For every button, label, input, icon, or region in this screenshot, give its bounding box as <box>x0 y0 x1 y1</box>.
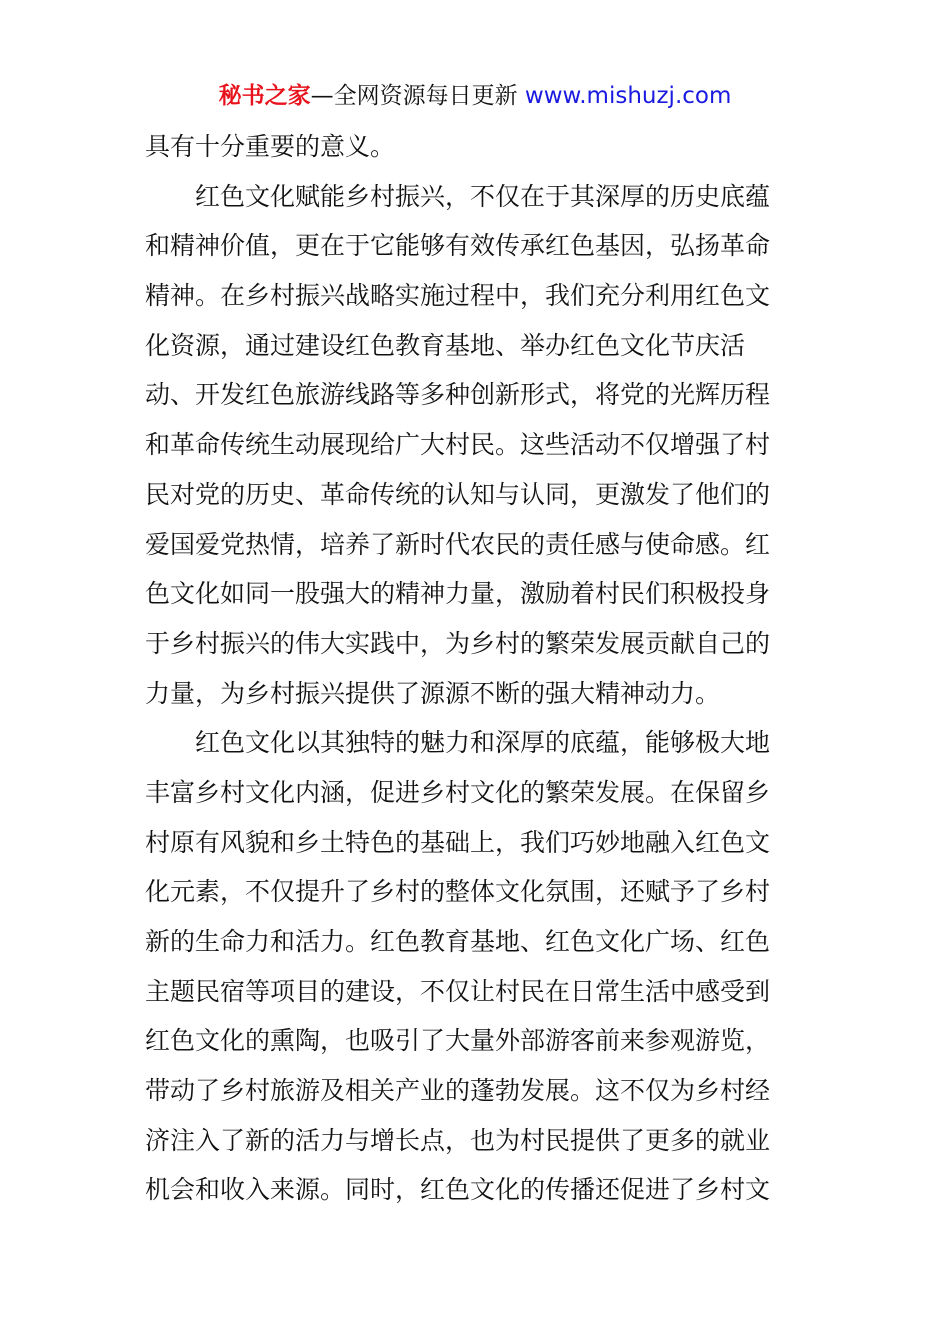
text-line: 和精神价值，更在于它能够有效传承红色基因，弘扬革命 <box>145 231 771 261</box>
site-url-link[interactable]: www.mishuzj.com <box>524 83 732 109</box>
text-line: 带动了乡村旅游及相关产业的蓬勃发展。这不仅为乡村经 <box>145 1076 771 1106</box>
text-line: 和革命传统生动展现给广大村民。这些活动不仅增强了村 <box>145 430 771 460</box>
text-line: 动、开发红色旅游线路等多种创新形式，将党的光辉历程 <box>145 380 771 410</box>
text-line: 村原有风貌和乡土特色的基础上，我们巧妙地融入红色文 <box>145 827 771 857</box>
text-line: 爱国爱党热情，培养了新时代农民的责任感与使命感。红 <box>145 529 771 559</box>
text-line: 力量，为乡村振兴提供了源源不断的强大精神动力。 <box>145 678 721 708</box>
text-line: 色文化如同一股强大的精神力量，激励着村民们积极投身 <box>145 579 771 609</box>
document-body <box>145 122 825 1215</box>
text-line: 济注入了新的活力与增长点，也为村民提供了更多的就业 <box>145 1125 771 1155</box>
page-header <box>0 80 950 112</box>
text-line: 于乡村振兴的伟大实践中，为乡村的繁荣发展贡献自己的 <box>145 628 771 658</box>
text-line: 化元素，不仅提升了乡村的整体文化氛围，还赋予了乡村 <box>145 877 771 907</box>
text-line: 精神。在乡村振兴战略实施过程中，我们充分利用红色文 <box>145 281 771 311</box>
text-line: 主题民宿等项目的建设，不仅让村民在日常生活中感受到 <box>145 976 771 1006</box>
brand-name: 秘书之家 <box>218 83 311 109</box>
text-line: 化资源，通过建设红色教育基地、举办红色文化节庆活 <box>145 330 746 360</box>
text-line: 丰富乡村文化内涵，促进乡村文化的繁荣发展。在保留乡 <box>145 777 771 807</box>
text-line: 红色文化以其独特的魅力和深厚的底蕴，能够极大地 <box>145 728 771 758</box>
text-line: 民对党的历史、革命传统的认知与认同，更激发了他们的 <box>145 479 771 509</box>
text-line: 红色文化赋能乡村振兴，不仅在于其深厚的历史底蕴 <box>145 181 771 211</box>
text-line: 机会和收入来源。同时，红色文化的传播还促进了乡村文 <box>145 1175 771 1205</box>
header-tagline: —全网资源每日更新 <box>310 83 525 109</box>
text-line: 红色文化的熏陶，也吸引了大量外部游客前来参观游览， <box>145 1026 771 1056</box>
text-line: 新的生命力和活力。红色教育基地、红色文化广场、红色 <box>145 927 771 956</box>
text-line: 具有十分重要的意义。 <box>145 132 396 161</box>
